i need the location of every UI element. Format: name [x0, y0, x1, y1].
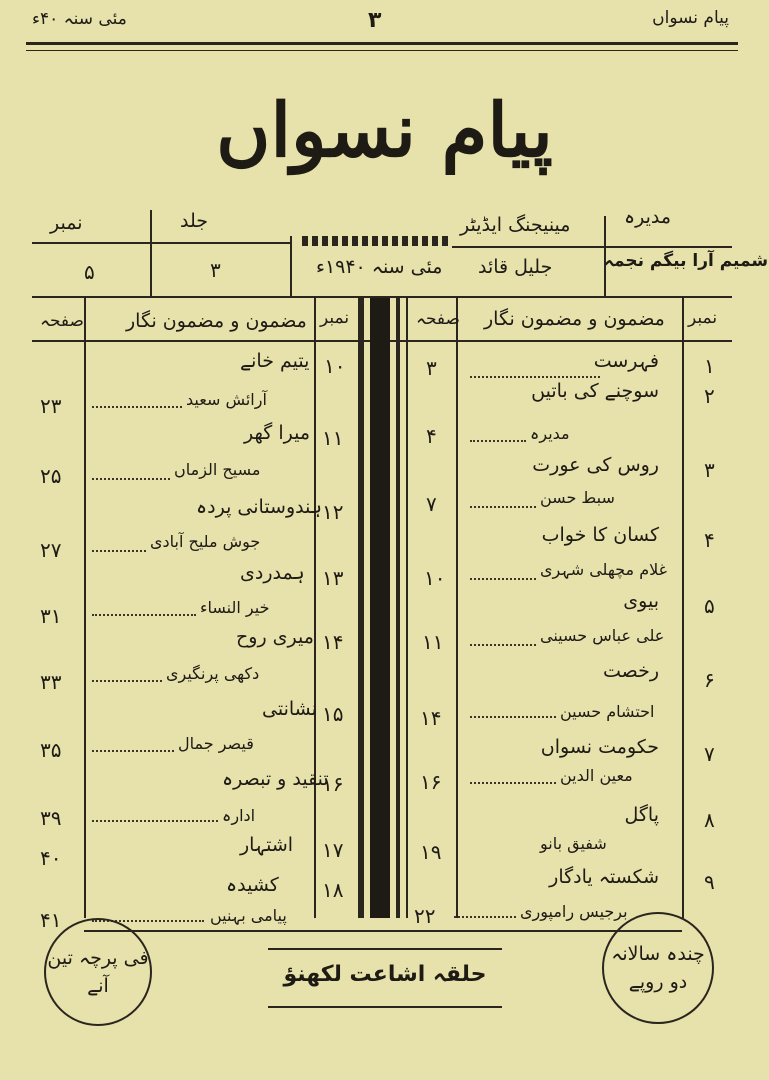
list-item-page: ۳۳ — [40, 670, 62, 694]
list-item-title: میرا گھر — [244, 422, 310, 444]
list-item-author: علی عباس حسینی — [540, 626, 665, 645]
masthead-title: پیام نسواں — [216, 88, 553, 174]
list-item-page: ۳ — [426, 356, 437, 380]
leader-dots — [92, 406, 182, 408]
list-item-title: ہمدردی — [240, 562, 305, 584]
leader-dots — [92, 820, 218, 822]
list-item-title: نشانتی — [262, 698, 317, 720]
right-page-col-divider — [406, 298, 408, 918]
leader-dots — [92, 478, 170, 480]
list-item-title: روس کی عورت — [532, 454, 659, 476]
list-item-serial: ۲ — [704, 384, 715, 408]
list-item-author: برجیس رامپوری — [520, 902, 628, 921]
center-pillar-left — [358, 298, 364, 918]
header-date: مئی سنہ ۴۰ء — [32, 9, 127, 29]
managing-editor-label: مینیجنگ ایڈیٹر — [460, 214, 571, 236]
publisher-name: حلقہ اشاعت لکھنؤ — [283, 962, 487, 987]
list-item-page: ۴ — [426, 424, 437, 448]
list-item-title: شکستہ یادگار — [549, 866, 659, 888]
list-item-serial: ۸ — [704, 808, 715, 832]
list-item-page: ۳۵ — [40, 738, 62, 762]
list-item-author: ادارہ — [222, 806, 256, 825]
list-item-author: معین الدین — [560, 766, 633, 785]
info-divider-1 — [150, 210, 152, 296]
leader-dots — [470, 644, 536, 646]
list-item-page: ۴۰ — [40, 846, 62, 870]
list-item-serial: ۱۲ — [322, 500, 344, 524]
list-item-serial: ۱۸ — [322, 878, 344, 902]
leader-dots — [92, 750, 174, 752]
list-item-serial: ۳ — [704, 458, 715, 482]
list-item-title: یتیم خانے — [240, 350, 310, 372]
list-item-serial: ۱۰ — [324, 354, 346, 378]
leader-dots — [470, 376, 600, 378]
list-item-title: بیوی — [623, 590, 659, 612]
list-item-title: تنقید و تبصرہ — [222, 768, 329, 790]
list-item-page: ۱۱ — [422, 630, 444, 654]
list-item-title: کشیدہ — [226, 874, 279, 896]
left-serial-header: نمبر — [320, 308, 350, 328]
list-item-page: ۱۴ — [420, 706, 442, 730]
leader-dots — [454, 916, 516, 918]
info-rule-right — [452, 246, 732, 248]
list-item-serial: ۱۷ — [322, 838, 344, 862]
list-item-title: فہرست — [593, 350, 659, 372]
list-item-page: ۱۹ — [420, 840, 442, 864]
list-item-page: ۴۱ — [40, 908, 62, 932]
leader-dots — [470, 440, 526, 442]
list-item-serial: ۱ — [704, 354, 715, 378]
editor-label: مدیرہ — [624, 206, 672, 228]
leader-dots — [470, 782, 556, 784]
list-item-page: ۲۲ — [414, 904, 436, 928]
table-bottom-rule — [84, 930, 682, 932]
annual-subscription-text: چندہ سالانہ دو روپے — [611, 942, 705, 993]
list-item-title: ہندوستانی پردہ — [196, 496, 322, 518]
volume-number: ۳ — [210, 258, 221, 282]
list-item-title: کسان کا خواب — [541, 524, 659, 546]
list-item-serial: ۱۴ — [322, 630, 344, 654]
list-item-serial: ۴ — [704, 528, 715, 552]
right-title-col-divider — [456, 298, 458, 918]
list-item-page: ۳۹ — [40, 806, 62, 830]
list-item-serial: ۱۱ — [322, 426, 344, 450]
annual-subscription-badge — [602, 912, 714, 1024]
left-page-col-divider — [84, 298, 86, 918]
list-item-page: ۲۷ — [40, 538, 62, 562]
leader-dots — [92, 680, 162, 682]
list-item-serial: ۵ — [704, 594, 715, 618]
list-item-author: دکھی پرنگیری — [166, 664, 260, 683]
leader-dots — [92, 550, 146, 552]
list-item-serial: ۶ — [704, 668, 715, 692]
price-per-copy-badge — [44, 918, 152, 1026]
list-item-author: شفیق بانو — [540, 834, 607, 853]
list-item-author: مدیرہ — [530, 424, 570, 443]
list-item-author: غلام مچھلی شہری — [540, 560, 668, 579]
list-item-title: حکومت نسواں — [540, 736, 659, 758]
list-item-page: ۲۳ — [40, 394, 62, 418]
list-item-author: پیامی بہنیں — [210, 906, 287, 925]
header-rule — [26, 42, 738, 45]
list-item-author: سبط حسن — [540, 488, 615, 507]
issue-label: نمبر — [50, 212, 83, 234]
list-item-title: اشتہار — [240, 834, 294, 856]
center-pillar-right — [396, 298, 400, 918]
list-item-author: مسیح الزماں — [174, 460, 261, 479]
header-rule-thin — [26, 50, 738, 51]
list-item-title: سوچنے کی باتیں — [531, 380, 659, 402]
list-item-page: ۷ — [426, 492, 437, 516]
list-item-author: احتشام حسین — [560, 702, 655, 721]
header-page-number: ۳ — [368, 8, 382, 33]
info-divider-2 — [290, 236, 292, 296]
list-item-serial: ۱۶ — [322, 772, 344, 796]
list-item-title: میری روح — [236, 626, 314, 648]
leader-dots — [470, 506, 536, 508]
list-item-author: آرائش سعید — [186, 390, 267, 409]
list-item-page: ۲۵ — [40, 464, 62, 488]
list-item-serial: ۱۳ — [322, 566, 344, 590]
list-item-serial: ۱۵ — [322, 702, 344, 726]
volume-label: جلد — [180, 210, 209, 232]
issue-date: مئی سنہ ۱۹۴۰ء — [316, 256, 443, 278]
date-ornament — [302, 236, 450, 246]
center-pillar-main — [370, 298, 390, 918]
left-page-header: صفحہ — [40, 311, 84, 331]
right-serial-header: نمبر — [688, 308, 718, 328]
list-item-title: رخصت — [602, 660, 659, 682]
list-item-author: قیصر جمال — [178, 734, 254, 753]
right-page-header: صفحہ — [416, 309, 460, 329]
right-serial-col-divider — [682, 298, 684, 918]
info-rule-left — [32, 242, 290, 244]
list-item-page: ۱۰ — [424, 566, 446, 590]
leader-dots — [470, 578, 536, 580]
left-article-header: مضمون و مضمون نگار — [126, 310, 307, 332]
list-item-serial: ۹ — [704, 870, 715, 894]
list-item-author: خیر النساء — [200, 598, 270, 617]
right-article-header: مضمون و مضمون نگار — [484, 308, 665, 330]
header-title: پیام نسواں — [652, 8, 729, 28]
publisher-rule-bottom — [268, 1006, 502, 1008]
list-item-page: ۱۶ — [420, 770, 442, 794]
managing-editor-name: جلیل قائد — [478, 256, 553, 278]
list-item-title: پاگل — [624, 804, 659, 826]
left-serial-col-divider — [314, 298, 316, 918]
list-item-page: ۳۱ — [40, 604, 62, 628]
issue-number: ۵ — [84, 260, 95, 284]
leader-dots — [92, 614, 196, 616]
list-item-serial: ۷ — [704, 742, 715, 766]
list-item-author: جوش ملیح آبادی — [150, 532, 261, 551]
publisher-rule-top — [268, 948, 502, 950]
price-per-copy-text: فی پرچہ تین آنے — [47, 946, 149, 997]
editor-name: شمیم آرا بیگم نجمہ — [604, 251, 769, 271]
leader-dots — [470, 716, 556, 718]
